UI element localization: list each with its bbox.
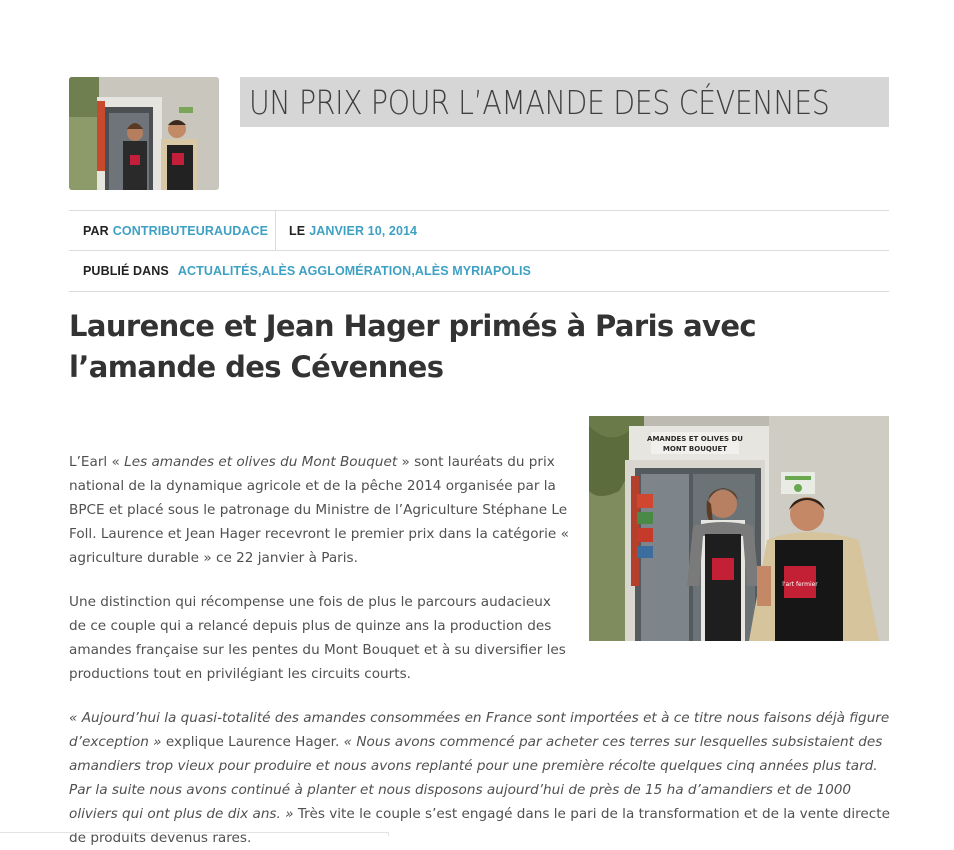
page-title: UN PRIX POUR L’AMANDE DES CÉVENNES [249, 82, 830, 122]
date-link[interactable]: JANVIER 10, 2014 [309, 224, 418, 238]
p1-text-start: L’Earl « [69, 454, 125, 470]
featured-thumbnail[interactable] [69, 77, 219, 190]
article-paragraph-1 [69, 450, 569, 570]
author-label: PAR [83, 224, 109, 238]
p3-attribution: explique Laurence Hager. [161, 734, 344, 750]
author-meta [83, 211, 268, 251]
date-label: LE [289, 224, 306, 238]
article-headline: Laurence et Jean Hager primés à Paris avec l’amande des Cévennes [69, 309, 757, 384]
p3-quote-2: « Nous avons commencé par acheter ces terres sur lesquelles subsistaient des amandiers trop vieux pour produire et nous avons replanté pour une première récolte quelques cinq années plus tard. Par la suite nous avons continué à planter et nous disposons aujourd’hui de près de 15 ha d’amandiers et de 1000 oliviers qui ont plus de dix ans. » [69, 734, 883, 822]
apron-logo-text: l'art fermier [782, 581, 818, 588]
category-separator: , [411, 264, 415, 278]
p1-company-name: Les amandes et olives du Mont Bouquet [124, 454, 398, 470]
category-separator: , [258, 264, 262, 278]
post-categories-row [69, 250, 889, 292]
post-meta-row [69, 210, 889, 251]
bottom-edge-element [0, 832, 389, 836]
category-link-ales-myriapolis[interactable]: ALÈS MYRIAPOLIS [414, 264, 531, 278]
shop-sign-line1: AMANDES ET OLIVES DU [647, 435, 743, 443]
article-photo[interactable] [589, 416, 889, 641]
author-link[interactable]: CONTRIBUTEURAUDACE [112, 224, 269, 238]
categories-meta [83, 251, 531, 291]
published-in-label: PUBLIÉ DANS [83, 264, 169, 278]
p1-text-end: » sont lauréats du prix national de la dynamique agricole et de la pêche 2014 organisée par la BPCE et placé sous le patronage du Ministre de l’Agriculture Stéphane Le Foll. Laurence et Jean Hager recevront le premier prix dans la catégorie « agriculture durable » ce 22 janvier à Paris. [69, 454, 569, 566]
category-link-actualites[interactable]: ACTUALITÉS [177, 264, 259, 278]
page-title-banner [240, 77, 889, 127]
meta-divider [275, 211, 276, 251]
article-paragraph-2: Une distinction qui récompense une fois de plus le parcours audacieux de ce couple qui a relancé depuis plus de quinze ans la production des amandes française sur les pentes du Mont Bouquet et à su diversifier les productions tout en privilégiant les circuits courts. [69, 594, 566, 682]
category-link-ales-agglomeration[interactable]: ALÈS AGGLOMÉRATION [261, 264, 412, 278]
shop-sign-line2: MONT BOUQUET [662, 445, 728, 453]
p3-quote-1: « Aujourd’hui la quasi-totalité des amandes consommées en France sont importées et à ce titre nous faisons déjà figure d’exception » [69, 710, 890, 750]
article-paragraph-3 [69, 706, 899, 850]
p3-text-end: Très vite le couple s’est engagé dans le pari de la transformation et de la vente directe de produits devenus rares. [69, 806, 890, 846]
date-meta [289, 211, 417, 251]
